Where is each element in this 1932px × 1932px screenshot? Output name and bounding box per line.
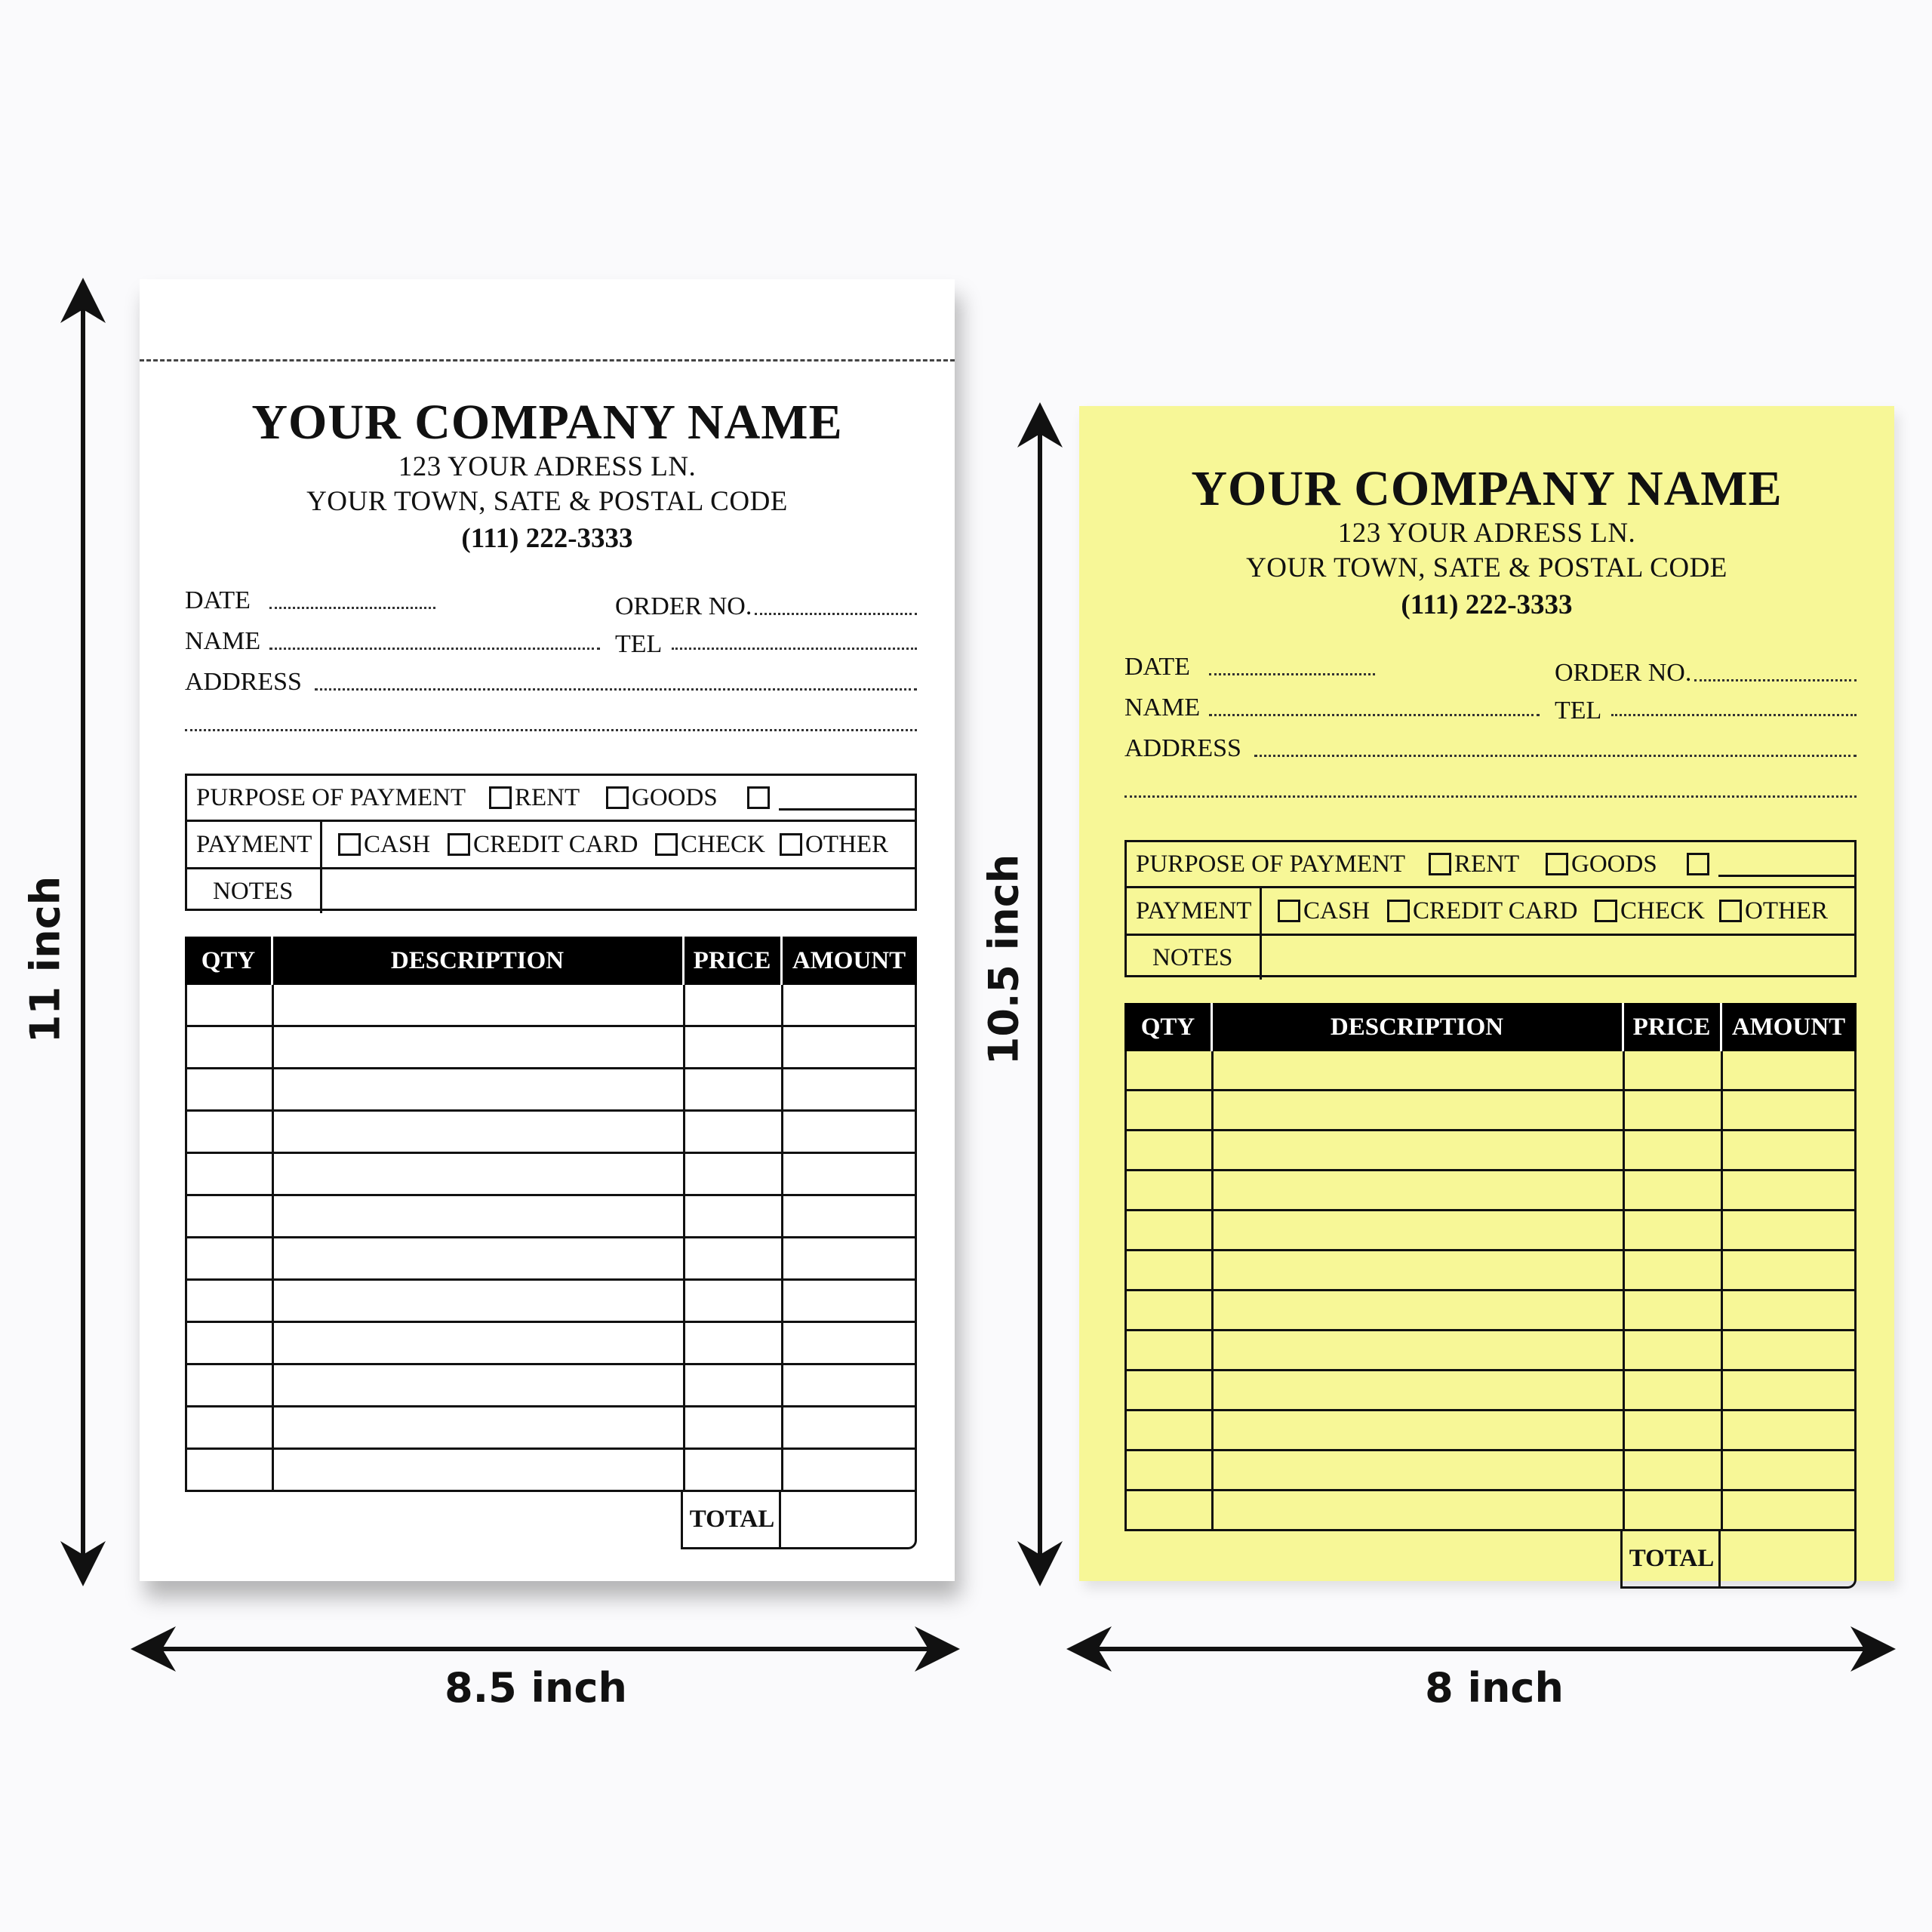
- checkbox-icon[interactable]: [747, 786, 770, 809]
- checkbox-icon[interactable]: [1687, 853, 1709, 875]
- checkbox-icon[interactable]: [1429, 853, 1451, 875]
- items-table: [1124, 1003, 1857, 1589]
- payment-option-check[interactable]: [655, 822, 765, 867]
- address-field-line-2[interactable]: [185, 729, 917, 731]
- rent-label: RENT: [1454, 850, 1520, 878]
- yellow-invoice-sheet: [1079, 406, 1894, 1581]
- cash-label: CASH: [1303, 897, 1371, 924]
- table-row[interactable]: [1127, 1091, 1854, 1131]
- company-name: YOUR COMPANY NAME: [251, 395, 843, 450]
- tel-field[interactable]: [672, 648, 917, 650]
- checkbox-icon[interactable]: [1387, 900, 1410, 922]
- items-table: [185, 937, 917, 1549]
- notes-label: NOTES: [213, 877, 294, 905]
- other-label: OTHER: [805, 830, 888, 858]
- address-line-2: YOUR TOWN, SATE & POSTAL CODE: [1246, 552, 1727, 583]
- customer-fields: [1079, 645, 1894, 841]
- table-row[interactable]: [1127, 1451, 1854, 1491]
- notes-label: NOTES: [1152, 943, 1233, 971]
- col-price: PRICE: [1632, 1013, 1711, 1041]
- checkbox-icon[interactable]: [489, 786, 512, 809]
- total-box: [681, 1492, 917, 1549]
- payment-label: PAYMENT: [1136, 897, 1252, 924]
- name-label: NAME: [185, 627, 261, 655]
- purpose-other-field[interactable]: [779, 786, 915, 811]
- check-label: CHECK: [1620, 897, 1705, 924]
- table-row[interactable]: [187, 1069, 915, 1112]
- table-row[interactable]: [1127, 1171, 1854, 1211]
- table-row[interactable]: [187, 1450, 915, 1492]
- date-field[interactable]: [269, 607, 435, 609]
- table-row[interactable]: [187, 1196, 915, 1238]
- items-header: [1124, 1003, 1857, 1051]
- goods-label: GOODS: [632, 783, 718, 811]
- notes-row: [187, 869, 915, 913]
- table-row[interactable]: [1127, 1491, 1854, 1531]
- purpose-label: PURPOSE OF PAYMENT: [1136, 850, 1406, 878]
- white-width-label: 8.5 inch: [445, 1664, 627, 1712]
- date-field[interactable]: [1209, 673, 1375, 675]
- purpose-option-rent[interactable]: [1429, 842, 1519, 886]
- table-row[interactable]: [1127, 1331, 1854, 1371]
- payment-option-credit-card[interactable]: [1387, 888, 1578, 934]
- order-no-field[interactable]: [755, 613, 917, 615]
- order-no-label: ORDER NO.: [615, 592, 752, 620]
- order-no-label: ORDER NO.: [1555, 659, 1692, 687]
- purpose-option-other[interactable]: [1687, 842, 1854, 886]
- total-label: TOTAL: [1629, 1545, 1715, 1572]
- goods-label: GOODS: [1571, 850, 1657, 878]
- credit-card-label: CREDIT CARD: [473, 830, 638, 858]
- other-label: OTHER: [1745, 897, 1828, 924]
- checkbox-icon[interactable]: [338, 833, 361, 856]
- payment-option-cash[interactable]: [1278, 888, 1370, 934]
- items-body: [185, 985, 917, 1492]
- payment-option-other[interactable]: [780, 822, 888, 867]
- payment-grid: [185, 774, 917, 911]
- customer-fields: [140, 578, 955, 774]
- table-row[interactable]: [187, 1407, 915, 1450]
- company-name: YOUR COMPANY NAME: [1191, 461, 1783, 516]
- yellow-width-label: 8 inch: [1425, 1664, 1564, 1712]
- total-amount-field[interactable]: [781, 1492, 915, 1547]
- tel-field[interactable]: [1611, 714, 1857, 716]
- items-header: [185, 937, 917, 985]
- table-row[interactable]: [1127, 1131, 1854, 1171]
- table-row[interactable]: [1127, 1411, 1854, 1451]
- order-no-field[interactable]: [1694, 679, 1857, 681]
- name-label: NAME: [1124, 694, 1201, 721]
- table-row[interactable]: [187, 985, 915, 1027]
- table-row[interactable]: [1127, 1251, 1854, 1291]
- address-field-line-2[interactable]: [1124, 795, 1857, 798]
- purpose-row: [187, 776, 915, 822]
- notes-field[interactable]: [323, 869, 915, 913]
- purpose-label: PURPOSE OF PAYMENT: [196, 783, 466, 811]
- col-price: PRICE: [693, 946, 771, 974]
- table-row[interactable]: [187, 1323, 915, 1365]
- checkbox-icon[interactable]: [1278, 900, 1300, 922]
- yellow-height-label: 10.5 inch: [980, 854, 1028, 1066]
- table-row[interactable]: [187, 1281, 915, 1323]
- table-row[interactable]: [187, 1027, 915, 1069]
- address-line-2: YOUR TOWN, SATE & POSTAL CODE: [306, 486, 788, 517]
- payment-option-other[interactable]: [1719, 888, 1828, 934]
- purpose-option-other[interactable]: [747, 776, 915, 820]
- company-phone: (111) 222-3333: [1401, 589, 1573, 620]
- payment-option-cash[interactable]: [338, 822, 430, 867]
- name-field[interactable]: [269, 648, 600, 650]
- checkbox-icon[interactable]: [1719, 900, 1742, 922]
- checkbox-icon[interactable]: [655, 833, 678, 856]
- checkbox-icon[interactable]: [1595, 900, 1617, 922]
- payment-row: [187, 822, 915, 869]
- date-label: DATE: [1124, 653, 1190, 681]
- tel-label: TEL: [1555, 697, 1602, 724]
- total-amount-field[interactable]: [1721, 1531, 1854, 1586]
- checkbox-icon[interactable]: [448, 833, 470, 856]
- col-amount: AMOUNT: [1731, 1013, 1846, 1041]
- check-label: CHECK: [681, 830, 765, 858]
- credit-card-label: CREDIT CARD: [1413, 897, 1578, 924]
- table-row[interactable]: [1127, 1211, 1854, 1251]
- payment-grid: [1124, 840, 1857, 977]
- checkbox-icon[interactable]: [780, 833, 802, 856]
- address-line-1: 123 YOUR ADRESS LN.: [398, 451, 697, 482]
- payment-option-check[interactable]: [1595, 888, 1705, 934]
- checkbox-icon[interactable]: [1546, 853, 1568, 875]
- address-field[interactable]: [315, 688, 917, 691]
- items-body: [1124, 1051, 1857, 1531]
- perforation-line: [140, 359, 955, 361]
- col-qty: QTY: [1140, 1013, 1195, 1041]
- table-row[interactable]: [1127, 1051, 1854, 1091]
- notes-row: [1127, 936, 1854, 980]
- col-qty: QTY: [201, 946, 256, 974]
- col-description: DESCRIPTION: [390, 946, 565, 974]
- date-label: DATE: [185, 586, 251, 614]
- notes-field[interactable]: [1263, 936, 1854, 980]
- purpose-option-goods[interactable]: [606, 776, 718, 820]
- col-description: DESCRIPTION: [1330, 1013, 1504, 1041]
- table-row[interactable]: [187, 1154, 915, 1196]
- cash-label: CASH: [364, 830, 431, 858]
- tel-label: TEL: [615, 630, 663, 658]
- table-row[interactable]: [1127, 1291, 1854, 1331]
- checkbox-icon[interactable]: [606, 786, 629, 809]
- company-phone: (111) 222-3333: [461, 523, 633, 554]
- col-amount: AMOUNT: [792, 946, 906, 974]
- address-line-1: 123 YOUR ADRESS LN.: [1337, 518, 1636, 549]
- white-height-label: 11 inch: [21, 875, 69, 1044]
- table-row[interactable]: [187, 1238, 915, 1281]
- purpose-other-field[interactable]: [1718, 852, 1854, 877]
- address-label: ADDRESS: [1124, 734, 1241, 762]
- payment-row: [1127, 888, 1854, 936]
- table-row[interactable]: [187, 1365, 915, 1407]
- address-label: ADDRESS: [185, 668, 302, 696]
- name-field[interactable]: [1209, 714, 1540, 716]
- purpose-option-goods[interactable]: [1546, 842, 1657, 886]
- payment-label: PAYMENT: [196, 830, 312, 858]
- payment-option-credit-card[interactable]: [448, 822, 638, 867]
- total-box: [1620, 1531, 1857, 1589]
- table-row[interactable]: [1127, 1371, 1854, 1411]
- total-label: TOTAL: [689, 1506, 775, 1533]
- purpose-row: [1127, 842, 1854, 888]
- rent-label: RENT: [515, 783, 580, 811]
- purpose-option-rent[interactable]: [489, 776, 580, 820]
- address-field[interactable]: [1254, 755, 1857, 757]
- table-row[interactable]: [187, 1112, 915, 1154]
- white-invoice-sheet: [140, 279, 955, 1581]
